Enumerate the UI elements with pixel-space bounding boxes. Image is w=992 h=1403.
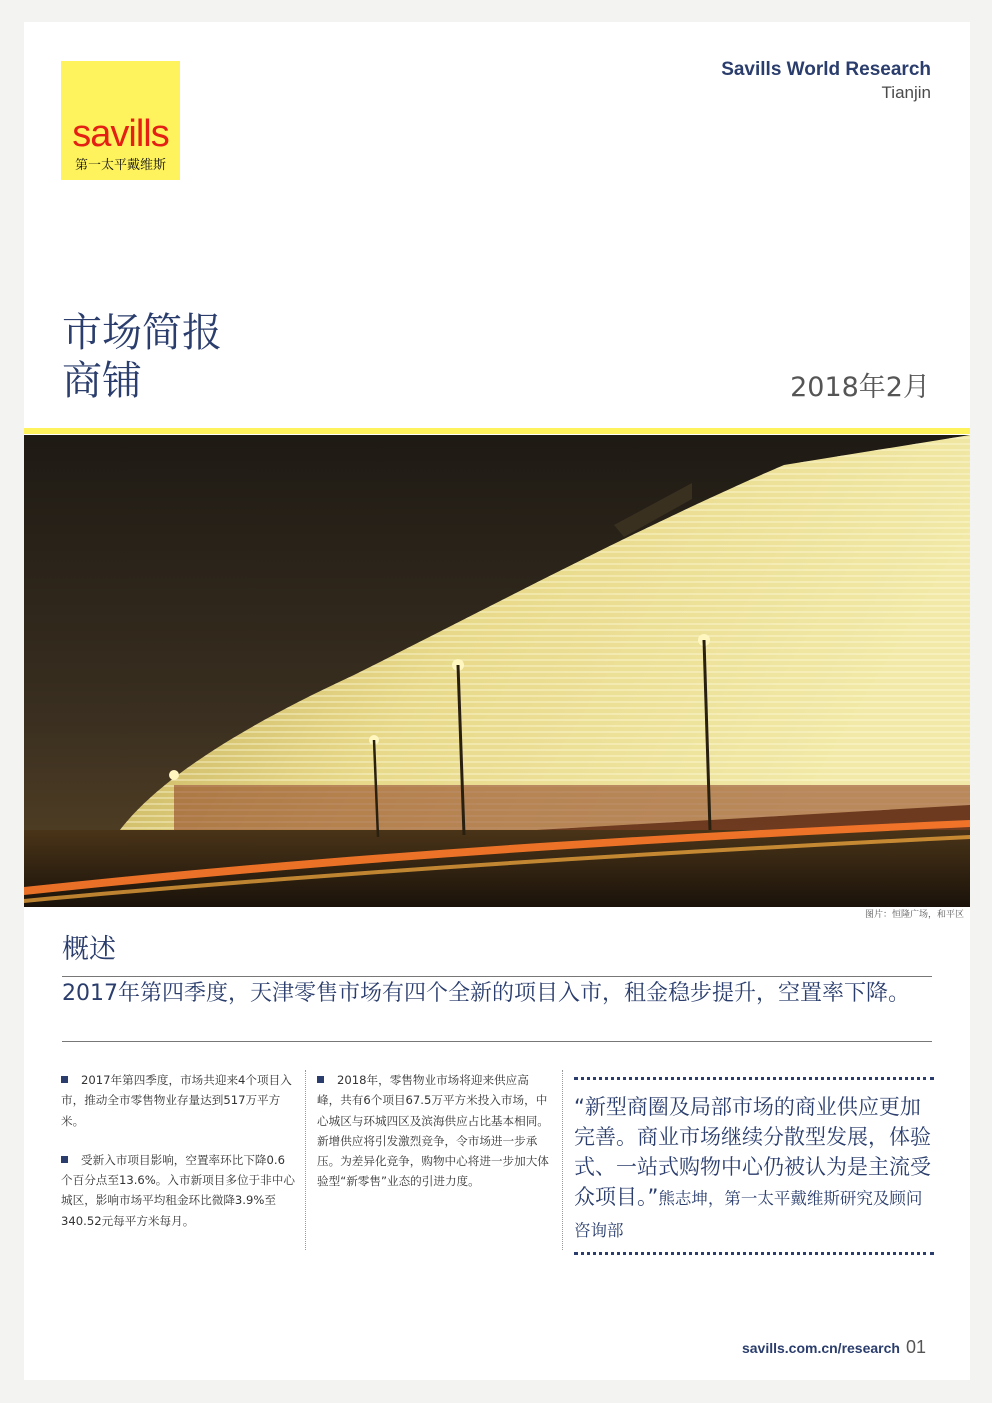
- page: [24, 22, 970, 1380]
- bullet-paragraph: [317, 1070, 551, 1192]
- bullet-square-icon: [61, 1156, 68, 1163]
- page-number: 01: [905, 1337, 926, 1357]
- bullet-paragraph: [61, 1070, 295, 1131]
- column-divider: [305, 1070, 306, 1250]
- divider-bottom: [62, 1041, 932, 1042]
- quote-dotted-rule-bottom: [574, 1252, 934, 1255]
- bullet-text: 2017年第四季度，市场共迎来4个项目入市，推动全市零售物业存量达到517万平方米。: [61, 1073, 292, 1128]
- footer-url[interactable]: savills.com.cn/research: [741, 1340, 900, 1356]
- bullet-square-icon: [61, 1076, 68, 1083]
- logo-chinese-name: 第一太平戴维斯: [74, 158, 166, 173]
- logo-wordmark: savills: [72, 113, 169, 155]
- quote-body: [574, 1080, 934, 1252]
- report-date: 2018年2月: [790, 372, 930, 403]
- bullet-text: 2018年，零售物业市场将迎来供应高峰，共有6个项目67.5万平方米投入市场，中心城区与环城四区及滨海供应占比基本相同。新增供应将引发激烈竞争，令市场进一步承压。为差异化竞争，购物中心将进一步加大体验型“新零售”业态的引进力度。: [317, 1073, 549, 1189]
- column-1: [61, 1070, 295, 1250]
- bullet-paragraph: [61, 1150, 295, 1231]
- bullet-text: 受新入市项目影响，空置率环比下降0.6个百分点至13.6%。入市新项目多位于非中心城区，影响市场平均租金环比微降3.9%至340.52元每平方米每月。: [61, 1152, 295, 1228]
- brand-city: Tianjin: [881, 83, 931, 102]
- column-divider: [562, 1070, 563, 1250]
- overview-summary: 2017年第四季度，天津零售市场有四个全新的项目入市，租金稳步提升，空置率下降。: [62, 981, 910, 1006]
- brand-header: [721, 58, 931, 104]
- overview-heading: 概述: [62, 934, 116, 965]
- divider-top: [62, 976, 932, 977]
- column-2: [317, 1070, 551, 1211]
- quote-text: “新型商圈及局部市场的商业供应更加完善。商业市场继续分散型发展，体验式、一站式购物中心仍被认为是主流受众项目。”: [574, 1095, 931, 1209]
- bullet-square-icon: [317, 1076, 324, 1083]
- savills-logo: [61, 61, 180, 180]
- report-title: [62, 309, 222, 405]
- pull-quote: [574, 1077, 934, 1255]
- report-title-line1: 市场简报: [62, 310, 222, 356]
- quote-author: 熊志坤，第一太平戴维斯研究及顾问咨询部: [574, 1189, 923, 1240]
- photo-caption: 图片：恒隆广场，和平区: [864, 910, 964, 920]
- cover-photo-illustration: [24, 435, 970, 907]
- yellow-rule: [24, 428, 970, 434]
- brand-title: Savills World Research: [721, 59, 931, 80]
- report-title-line2: 商铺: [62, 358, 142, 404]
- cover-photo: [24, 435, 970, 907]
- page-footer: [742, 1337, 926, 1358]
